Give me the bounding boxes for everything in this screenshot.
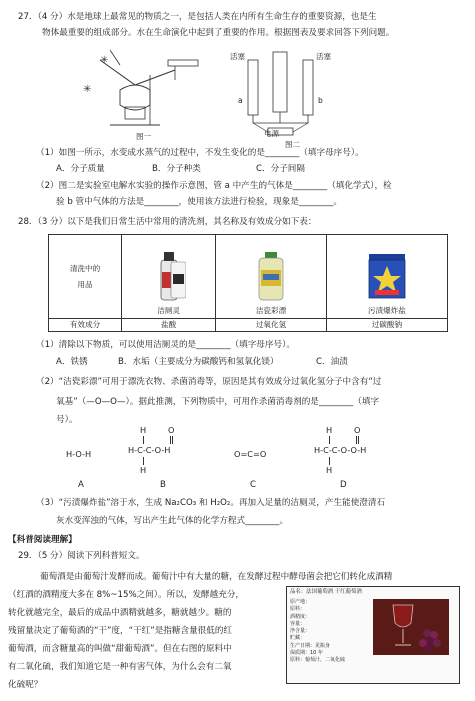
structure-label-b: B (160, 480, 166, 490)
product-name-bleach: 洁瓷彩漂 (255, 305, 287, 315)
product-cell-toilet-cleaner (122, 235, 216, 319)
wine-label-line: 贮藏： (290, 635, 306, 642)
product-name-toilet-cleaner: 洁厕灵 (157, 305, 181, 315)
q29-paragraph-line1: 葡萄酒是由葡萄汁发酵而成。葡萄汁中有大量的糖，在发酵过程中酵母菌会把它们转化成酒精 (40, 572, 393, 582)
q27-part2-line2: 验 b 管中气体的方法是________，使用该方法进行检验，现象是________。 (56, 197, 342, 207)
q28-part1-option-a: A．铁锈 (56, 357, 88, 367)
q29-paragraph-line5: 葡萄酒，而含糖量高的叫做“甜葡萄酒”。但在右图的原料中 (8, 644, 232, 654)
q27-heading-line2: 物体最重要的组成部分。水在生命演化中起到了重要的作用。根据图表及要求回答下列问题。 (42, 28, 395, 38)
figure-1-heating-apparatus (80, 45, 210, 130)
row-label-line1: 清洗中的 (69, 264, 101, 274)
structure-label-d: D (340, 480, 347, 490)
structure-label-a: A (78, 480, 84, 490)
q28-part1: （1）清除以下物质，可以使用洁厕灵的是________（填字母序号）。 (36, 340, 295, 350)
wine-label-line: 原产地： (290, 599, 311, 605)
structure-label-c: C (250, 480, 257, 490)
figure-2-power-label: 电源 (264, 129, 279, 138)
product-name-oxygen-bleach-salt: 污渍爆炸盐 (367, 305, 406, 315)
wine-label-line: 原料：葡萄汁，二氧化硫 (290, 657, 346, 663)
oxygen-bleach-tub-icon (365, 252, 409, 302)
q28-part2-line3: 号）。 (56, 415, 78, 425)
wine-label-line: 原料： (290, 606, 306, 613)
product-cell-bleach (216, 235, 326, 319)
toilet-cleaner-bottle-icon (152, 250, 186, 302)
svg-text:✳: ✳ (83, 84, 92, 95)
product-cell-oxygen-bleach-salt (326, 235, 447, 319)
q28-part3-line2: 灰水变浑浊的气体，写出产生此气体的化学方程式________。 (56, 516, 289, 526)
figure-2-valve-right-label: 活塞 (316, 52, 331, 61)
tube-a-label: a (238, 96, 243, 105)
section-heading-reading: 【科普阅读理解】 (8, 535, 77, 545)
q27-heading: 27．（4 分）水是地球上最常见的物质之一，是包括人类在内所有生命生存的重要资源，也是生 (18, 12, 377, 22)
q27-part2: （2）图二是实验室电解水实验的操作示意图，管 a 中产生的气体是________（填化学式），检 (36, 181, 392, 191)
q28-part2: （2）“洁瓷彩漂”可用于漂洗衣物、杀菌消毒等，原因是其有效成分过氧化氢分子中含有“过 (36, 377, 382, 387)
wine-label-title: 品名：法国葡萄酒 干红葡萄酒 (290, 589, 362, 595)
q28-heading: 28．（3 分）以下是我们日常生活中常用的清洗剂，其名称及有效成分如下表： (18, 217, 317, 227)
q29-paragraph-line2: （红酒的酒精度大多在 8%~15%之间）。所以，发酵越充分， (8, 590, 245, 600)
figure-2-caption: 图二 (285, 140, 300, 149)
q28-part1-option-b: B．水垢（主要成分为碳酸钙和氢氧化镁） (118, 357, 279, 367)
q29-paragraph-line3: 转化就越完全，最后的成品中酒精就越多，糖就越少。糖的 (8, 608, 232, 618)
cleaner-table (48, 234, 448, 332)
q29-paragraph-line7: 化硫呢？ (8, 680, 43, 690)
figure-2-electrolysis-apparatus (228, 48, 338, 138)
row-label-cell (49, 235, 122, 319)
q27-part1-option-a: A．分子质量 (56, 164, 105, 174)
svg-text:✳: ✳ (100, 55, 109, 66)
tube-b-label: b (318, 96, 323, 105)
q29-paragraph-line4: 残留量决定了葡萄酒的“干”度，“干红”是指糖含量很低的红 (8, 626, 233, 636)
q29-heading: 29．（5 分）阅读下列科普短文。 (18, 551, 145, 561)
effective-component-toilet-cleaner: 盐酸 (122, 319, 216, 332)
structure-c-carbon-dioxide: O=C=O (234, 449, 267, 459)
q28-part1-option-c: C．油渍 (316, 357, 348, 367)
q28-part2-line2: 氧基”（—O—O—）。据此推测，下列物质中，可用作杀菌消毒剂的是________（填字 (56, 397, 380, 407)
figure-2-valve-left-label: 活塞 (230, 52, 245, 61)
effective-component-bleach: 过氧化氢 (216, 319, 326, 332)
q29-paragraph-line6: 有二氧化硫，我们知道它是一种有害气体，为什么会有二氧 (8, 662, 232, 672)
structure-a-water: H-O-H (66, 449, 92, 459)
wine-label-line: 酒精度： (290, 613, 311, 620)
wine-label-figure (286, 586, 460, 684)
wine-label-line: 生产日期：见瓶身 (290, 642, 331, 649)
structure-b-acetic-acid: H O H-C-C-O-H H (128, 425, 175, 475)
row-label-line2: 用品 (77, 279, 93, 289)
q28-part3: （3）“污渍爆炸盐”溶于水，生成 Na₂CO₃ 和 H₂O₂。再加入足量的洁厕灵，产生能使澄清石 (36, 498, 386, 508)
structure-d-peracetic-acid: H O H-C-C-O-O-H H (314, 425, 367, 475)
bleach-bottle-icon (251, 250, 291, 302)
q27-part1-option-c: C．分子间隔 (256, 164, 305, 174)
effective-label-cell: 有效成分 (49, 319, 122, 332)
q27-part1-option-b: B．分子种类 (152, 164, 201, 174)
wine-label-line: 净含量： (290, 628, 311, 634)
q27-part1: （1）如图一所示，水变成水蒸气的过程中，不发生变化的是________（填字母序号）。 (36, 148, 364, 158)
effective-component-oxygen-bleach-salt: 过碳酸钠 (326, 319, 447, 332)
wine-glass-and-grapes-photo (373, 599, 449, 655)
figure-1-caption: 图一 (136, 132, 151, 141)
wine-label-line: 容量： (290, 620, 306, 627)
wine-label-line: 保质期：10 年 (290, 649, 323, 656)
